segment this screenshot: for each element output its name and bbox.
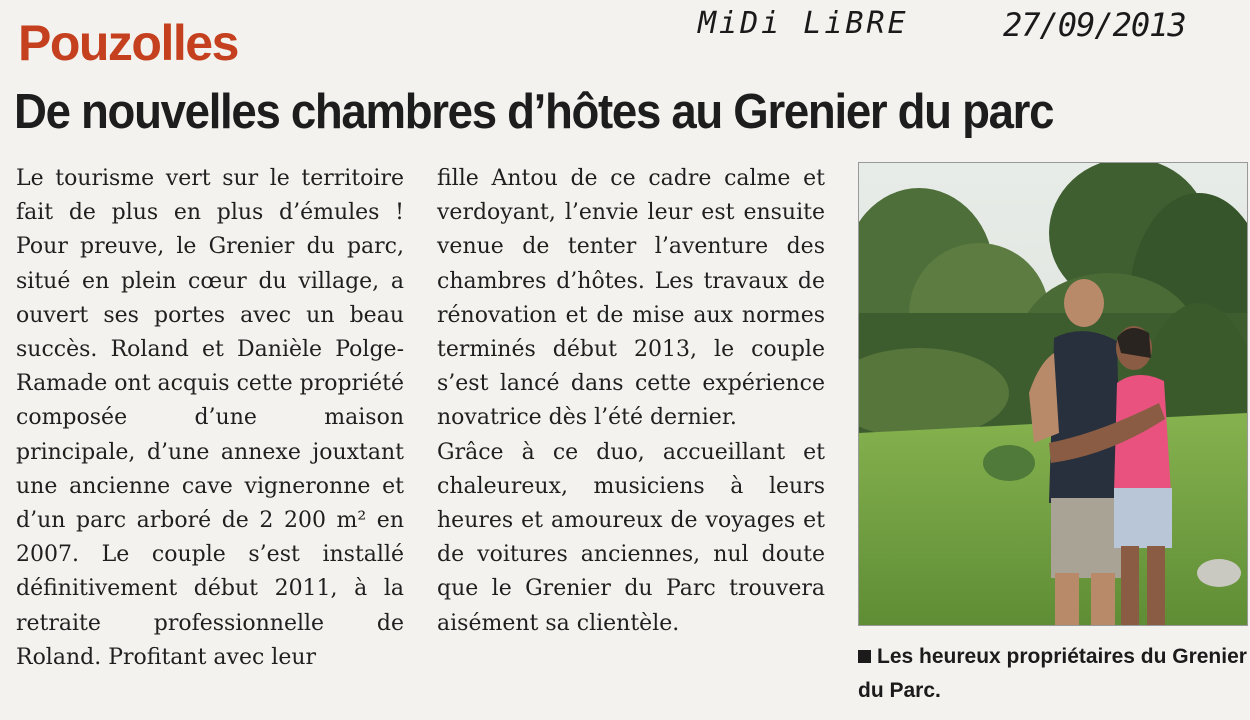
article-headline: De nouvelles chambres d’hôtes au Grenier du parc xyxy=(14,85,1054,139)
bleed-through-text xyxy=(855,682,1250,720)
article-paragraph: Le tourisme vert sur le territoire fait de plus en plus d’émules ! Pour preuve, le Grenier du parc, situé en plein cœur du village, a ouvert ses portes avec un beau succès. Roland et Danièle Polge-Ramade ont acquis cette propriété composée d’une maison principale, d’une annexe jouxtant une ancienne cave vigneronne et d’un parc arboré de 2 200 m² en 2007. Le couple s’est installé définitivement début 2011, à la retraite professionnelle de Roland. Profitant avec leur xyxy=(16,166,404,670)
couple-garden-illustration xyxy=(859,163,1247,625)
article-paragraph: Grâce à ce duo, accueillant et chaleureux, musiciens à leurs heures et amoureux de voyages et de voitures anciennes, nul doute que le Grenier du Parc trouvera aisément sa clientèle. xyxy=(437,439,825,636)
article-paragraph: fille Antou de ce cadre calme et verdoyant, l’envie leur est ensuite venue de tenter l’aventure des chambres d’hôtes. Les travaux de rénovation et de mise aux normes terminés début 2013, le couple s’est lancé dans cette expérience novatrice dès l’été dernier. xyxy=(437,166,825,431)
article-photo xyxy=(858,162,1248,626)
section-title: Pouzolles xyxy=(18,15,238,71)
caption-square-icon xyxy=(858,650,871,663)
article-column-1 xyxy=(16,162,404,675)
bleed-through-text xyxy=(250,0,500,90)
newspaper-name: MiDi LiBRE xyxy=(698,6,909,41)
caption-text: Les heureux propriétaires du Grenier du Parc. xyxy=(858,645,1247,702)
publication-date: 27/09/2013 xyxy=(1003,6,1186,44)
article-column-2 xyxy=(437,162,825,641)
